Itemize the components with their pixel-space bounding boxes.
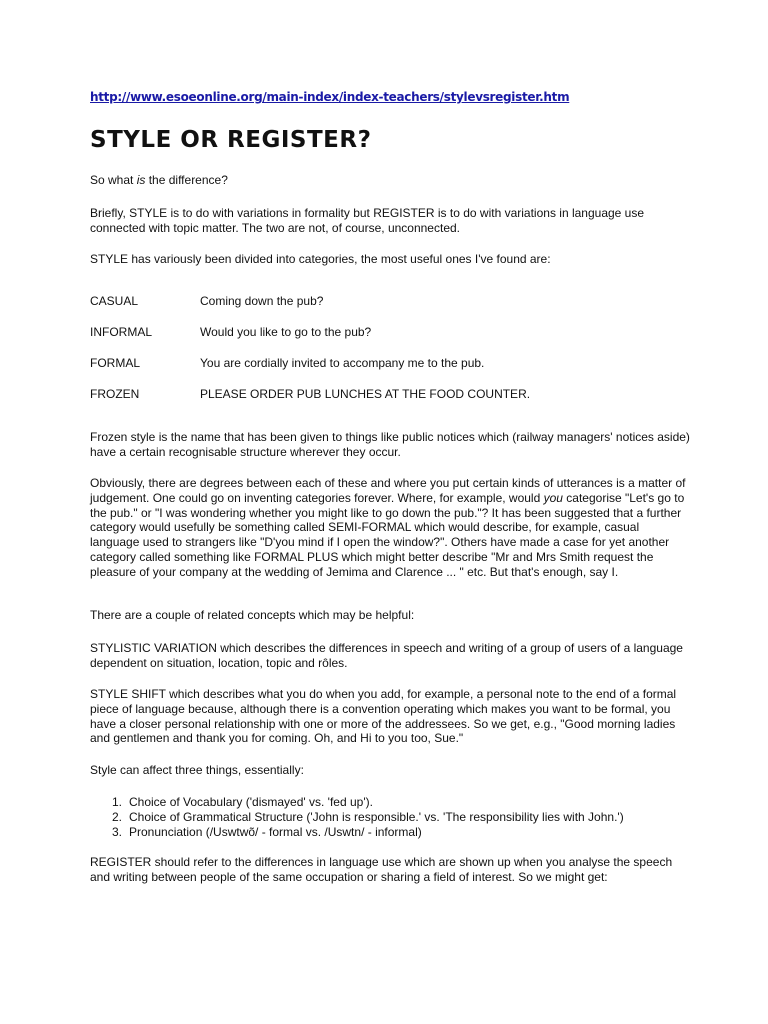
style-effects-list [112,795,624,840]
related-paragraph: There are a couple of related concepts which may be helpful: [90,608,415,622]
frozen-paragraph: Frozen style is the name that has been given to things like public notices which (railway managers' notices aside) have a certain recognisable structure wherever they occur. [90,430,690,459]
style-shift-paragraph: STYLE SHIFT which describes what you do when you add, for example, a personal note to the end of a formal piece of language because, although there is a convention operating which makes you want to be formal, you have a closer personal relationship with one or more of the addressees. So we get, e.g., "Good morning ladies and gentlemen and thank you for coming. Oh, and Hi to you too, Sue." [90,687,677,746]
briefly-paragraph: Briefly, STYLE is to do with variations in formality but REGISTER is to do with variations in language use connected with topic matter. The two are not, of course, unconnected. [90,206,645,235]
register-paragraph: REGISTER should refer to the differences in language use which are shown up when you analyse the speech and writing between people of the same occupation or sharing a field of interest. So we might get: [90,855,673,884]
list-item: 3. Pronunciation (/Uswtwõ/ - formal vs. /Uswtn/ - informal) [112,825,422,839]
list-item: 1. Choice of Vocabulary ('dismayed' vs. 'fed up'). [112,795,373,809]
list-item: 2. Choice of Grammatical Structure ('John is responsible.' vs. 'The responsibility lies with John.') [112,810,624,824]
intro-paragraph: So what is the difference? [90,173,228,187]
categories-paragraph: STYLE has variously been divided into categories, the most useful ones I've found are: [90,252,551,266]
page-title: STYLE OR REGISTER? [90,127,372,153]
obviously-paragraph: Obviously, there are degrees between each of these and where you put certain kinds of utterances is a matter of judgement. One could go on inventing categories forever. Where, for example, would you categorise "Let's go to the pub." or "I was wondering whether you might like to go down the pub."? It has been suggested that a further category would usefully be something called SEMI-FORMAL which would describe, for example, casual language used to strangers like "D'you mind if I open the window?". Others have made a case for yet another category called something like FORMAL PLUS which might better describe "Mr and Mrs Smith request the pleasure of your company at the wedding of Jemima and Clarence ... " etc. But that's enough, say I. [90,476,686,579]
affect-paragraph: Style can affect three things, essentially: [90,763,304,777]
stylistic-variation-paragraph: STYLISTIC VARIATION which describes the differences in speech and writing of a group of users of a language dependent on situation, location, topic and rôles. [90,641,683,670]
source-link[interactable]: http://www.esoeonline.org/main-index/index-teachers/stylevsregister.htm [90,90,570,104]
